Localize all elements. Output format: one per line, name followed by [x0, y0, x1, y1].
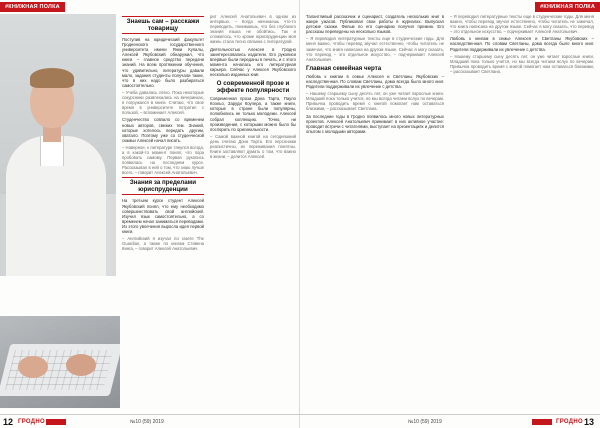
- quote-paragraph: – Я переводил литературные тексты еще в студенческие годы. Для меня важно, чтобы перевод звучал естественно, чтобы читатель не замечал, что книга написана на другом языке. Сейчас я могу сказать, что перевод – это отдельное искусство, – подчеркивает Алексей Анатольевич.: [450, 14, 594, 35]
- magazine-brand: ГРОДНО: [18, 419, 45, 425]
- page-number: 13: [584, 417, 595, 427]
- section-heading: Главная семейная черта: [306, 64, 382, 72]
- quote-paragraph: – Нашему старшему сыну десять лет, он уже читает взрослые книги. Младший пока только учится, но мы всегда читаем вслух по вечерам. Привычка проводить время с книгой помогает нам оставаться близкими, – рассказывает Светлана.: [306, 91, 444, 112]
- left-column-2: [210, 14, 296, 406]
- right-page-footer: [300, 414, 600, 428]
- paragraph: За последние годы в Гродно появилось много новых литературных проектов. Алексей Анатольевич принимает в них активное участие: проводит встречи с читателями, выступает на презентациях и делится опытом с молодыми авторами.: [306, 113, 444, 134]
- quote-paragraph: – Нашему старшему сыну десять лет, он уже читает взрослые книги. Младший пока только учится, но мы всегда читаем вслух по вечерам. Привычка проводить время с книгой помогает нам оставаться близкими, – рассказывает Светлана.: [450, 53, 594, 74]
- right-column-2: [450, 14, 594, 406]
- paragraph: Студенчество совпало со временем новых авторов, свежих тем. Знаний, которые хотелось передать другим, хватало. Поэтому уже со студенческой скамьи Алексей начал писать.: [122, 117, 204, 143]
- rubric-label: #КНИЖНАЯ ПОЛКА: [535, 2, 600, 12]
- quote-paragraph: – Самой важной книгой на сегодняшний день считаю Дона Тарта. Его персонажи реалистичны, их переживания понятны. Книги заставляют думать о том, что важно в жизни, – делится Алексей.: [210, 133, 296, 160]
- page-number: 12: [3, 417, 14, 427]
- left-column-1: [122, 14, 204, 406]
- section-heading: Знания за пределами юриспруденции: [122, 177, 204, 195]
- quote-paragraph: рит Алексей Анатольевич в одном из интервью. – Когда начинаешь что-то переводить, понимаешь, что без глубокого знания языка не обойтись. Так и сложилось, что кроме юриспруденции моя жизнь стала тесно связана с литературой.: [210, 14, 296, 45]
- quote-paragraph: – Английский я изучал по газете The Guardian, а также по книгам Стивена Кинга, – говорит Алексей Анатольевич.: [122, 236, 204, 252]
- paragraph: Современная проза Дона Тарта, Пауло Коэльо, Заруди Коупера, а также книги, которые в стране были популярны, полюбились не только молодежи. Алексей собрал коллекцию. Точно, ни произведения, с которыми можно было бы поспорить по оригинальности.: [210, 96, 296, 132]
- issue-number: №10 (59) 2019: [408, 419, 442, 425]
- left-page-footer: [0, 414, 300, 428]
- paragraph: Деятельностью Алексея в Гродно заинтересовались издатели. Его рукописи впервые были переданы в печать, и с этого момента началась его литературная карьера. Сейчас у Алексея Якубовского несколько изданных книг.: [210, 46, 296, 78]
- magazine-brand: ГРОДНО: [556, 419, 583, 425]
- section-heading: Знаешь сам – расскажи товарищу: [122, 16, 204, 34]
- paragraph: Любовь к книгам в семье Алексея и Светланы Якубовских – наследственная. По словам Светланы, дома всегда было много книг. Родители поддерживали их увлечение с детства.: [450, 36, 594, 52]
- quote-paragraph: – Я переводил литературные тексты еще в студенческие годы. Для меня важно, чтобы перевод звучал естественно, чтобы читатель не замечал, что книга написана на другом языке. Сейчас я могу сказать, что перевод – это отдельное искусство, – подчеркивает Алексей Анатольевич.: [306, 36, 444, 62]
- paragraph: Талантливый рассказчик и сценарист, создатель нескольких книг в жанре ужасов. Публиковал свои работы в журналах. Выпускал детские сказки. Фильм по его сценарию получил премию. Его рассказы переведены на несколько языков.: [306, 14, 444, 35]
- keyboard-photo: [0, 316, 120, 408]
- right-column-1: [306, 14, 444, 406]
- rubric-label: #КНИЖНАЯ ПОЛКА: [0, 2, 65, 12]
- portrait-photo: [0, 14, 116, 276]
- section-heading: О современной прозе и эффекте популярности: [216, 80, 290, 95]
- quote-paragraph: – Учеба давалась легко. Пока некоторые сокурсники развлекались на вечеринках, я погружался в книги. Считаю, что свое время в университете потратил с пользой, – вспоминает Алексей.: [122, 89, 204, 116]
- paragraph: Поступив на юридический факультет Гродненского государственного университета имени Янки Купалы, Алексей Якубовский обнаружил, что книги – главное средство передачи знаний. На всем протяжении обучения, что удивительно, литературы давали мало, задания студенты получали такие, что в них надо было разбираться самостоятельно.: [122, 37, 204, 88]
- quote-paragraph: – Наверное, к литературе тянулся всегда, а в какой-то момент понял, что пора пробовать самому. Первая рукопись появилась на последнем курсе. Рассказывал в ней о том, что знаю лучше всего, – говорит Алексей Анатольевич.: [122, 144, 204, 176]
- footer-accent-bar: [532, 419, 552, 425]
- right-page: [300, 0, 600, 428]
- footer-accent-bar: [46, 419, 66, 425]
- paragraph: Любовь к книгам в семье Алексея и Светланы Якубовских – наследственная. По словам Светланы, дома всегда было много книг. Родители поддерживали их увлечение с детства.: [306, 73, 444, 90]
- issue-number: №10 (59) 2019: [130, 419, 164, 425]
- paragraph: На третьем курсе студент Алексей Якубовский понял, что ему необходимо совершенствовать свой английский. Изучил язык самостоятельно, а со временем начал заниматься переводами. Из этого увлечения выросла идея первой книги.: [122, 198, 204, 234]
